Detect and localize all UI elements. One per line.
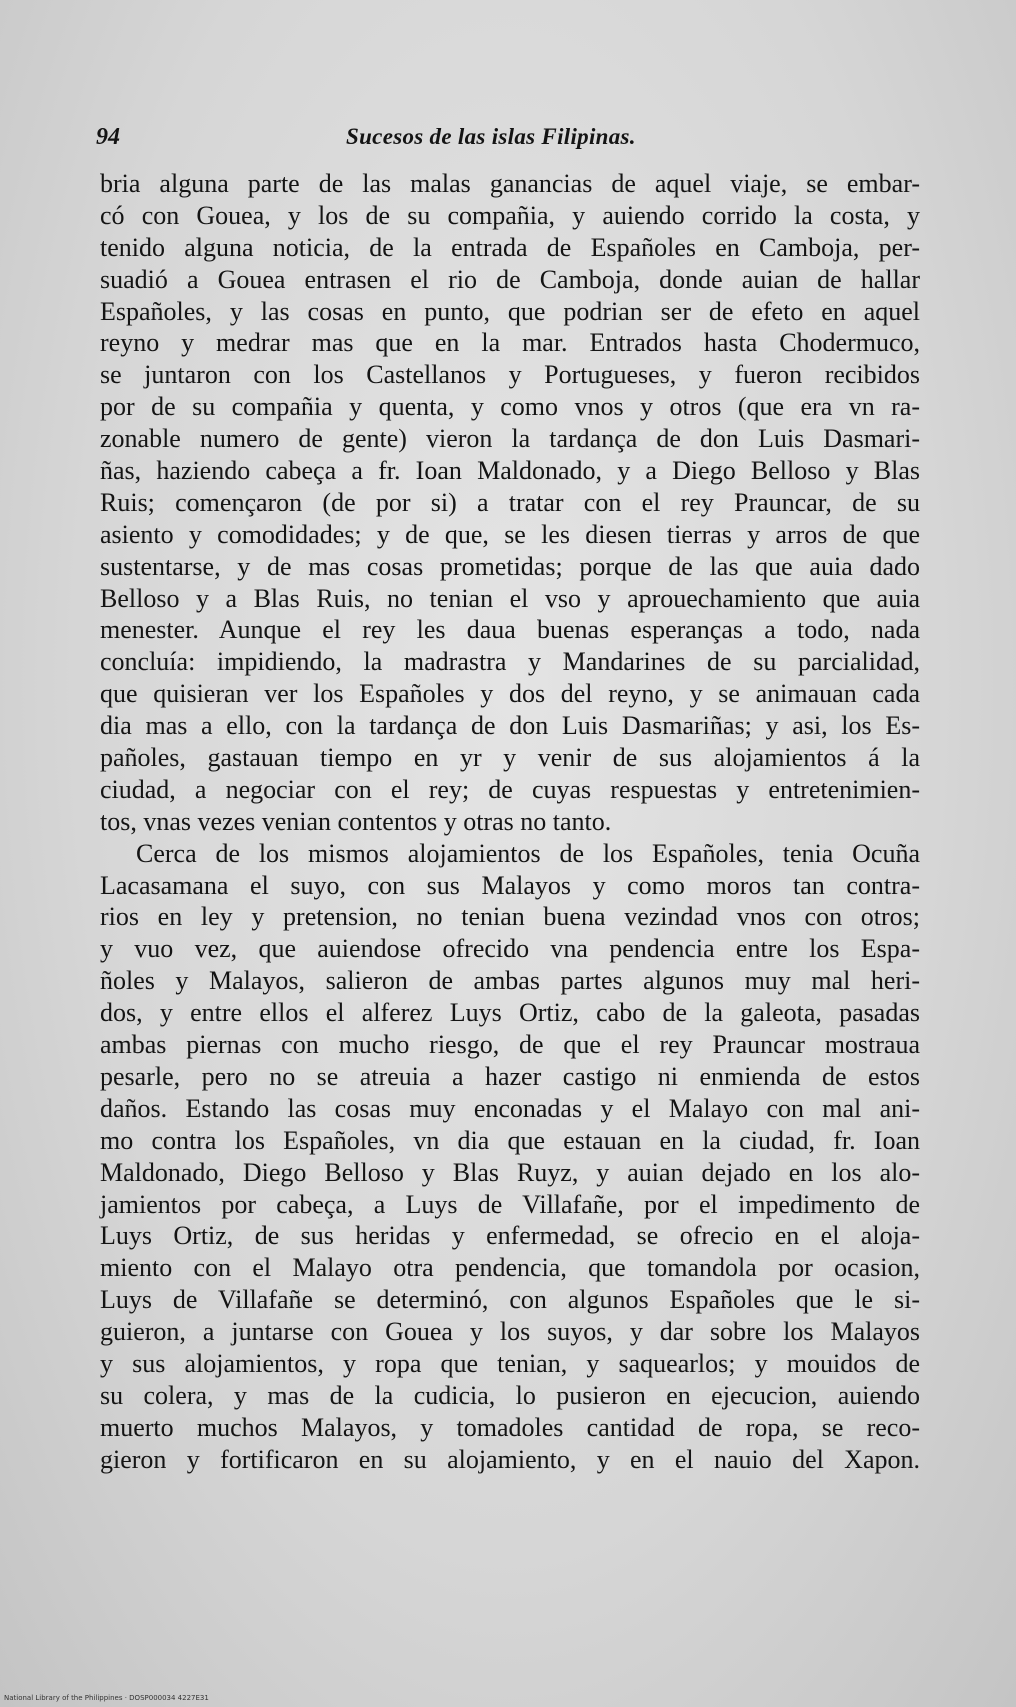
running-title: Sucesos de las islas Filipinas. bbox=[346, 124, 636, 149]
page-number: 94 bbox=[96, 124, 120, 150]
text-line: jamientos por cabeça, a Luys de Villafañe, por el impedimento de bbox=[100, 1189, 920, 1219]
body-text bbox=[100, 168, 920, 1476]
text-line: pañoles, gastauan tiempo en yr y venir de sus alojamientos á la bbox=[100, 743, 920, 773]
text-line: mo contra los Españoles, vn dia que estauan en la ciudad, fr. Ioan bbox=[100, 1125, 920, 1155]
text-line: por de su compañia y quenta, y como vnos y otros (que era vn ra- bbox=[100, 392, 920, 422]
text-line: ñoles y Malayos, salieron de ambas partes algunos muy mal heri- bbox=[100, 966, 920, 996]
text-line: se juntaron con los Castellanos y Portugueses, y fueron recibidos bbox=[100, 360, 920, 390]
text-line: Ruis; començaron (de por si) a tratar con el rey Prauncar, de su bbox=[100, 487, 920, 517]
text-line: Luys de Villafañe se determinó, con algunos Españoles que le si- bbox=[100, 1285, 920, 1315]
text-line: miento con el Malayo otra pendencia, que tomandola por ocasion, bbox=[100, 1253, 920, 1283]
text-line: guieron, a juntarse con Gouea y los suyos, y dar sobre los Malayos bbox=[100, 1317, 920, 1347]
text-line: Españoles, y las cosas en punto, que podrian ser de efeto en aquel bbox=[100, 296, 920, 326]
text-line: ambas piernas con mucho riesgo, de que el rey Prauncar mostraua bbox=[100, 1030, 920, 1060]
text-line: y sus alojamientos, y ropa que tenian, y saquearlos; y mouidos de bbox=[100, 1348, 920, 1378]
text-line: Belloso y a Blas Ruis, no tenian el vso y aprouechamiento que auia bbox=[100, 583, 920, 613]
text-line: suadió a Gouea entrasen el rio de Camboja, donde auian de hallar bbox=[100, 264, 920, 294]
page-header bbox=[96, 124, 916, 164]
text-line: asiento y comodidades; y de que, se les diesen tierras y arros de que bbox=[100, 519, 920, 549]
text-line: Lacasamana el suyo, con sus Malayos y como moros tan contra- bbox=[100, 870, 920, 900]
text-line: concluía: impidiendo, la madrastra y Mandarines de su parcialidad, bbox=[100, 647, 920, 677]
text-line: su colera, y mas de la cudicia, lo pusieron en ejecucion, auiendo bbox=[100, 1380, 920, 1410]
text-line: rios en ley y pretension, no tenian buena vezindad vnos con otros; bbox=[100, 902, 920, 932]
text-line: muerto muchos Malayos, y tomadoles cantidad de ropa, se reco- bbox=[100, 1412, 920, 1442]
text-line: daños. Estando las cosas muy enconadas y el Malayo con mal ani- bbox=[100, 1093, 920, 1123]
text-line: tenido alguna noticia, de la entrada de Españoles en Camboja, per- bbox=[100, 232, 920, 262]
text-line: có con Gouea, y los de su compañia, y auiendo corrido la costa, y bbox=[100, 200, 920, 230]
text-line: que quisieran ver los Españoles y dos del reyno, y se animauan cada bbox=[100, 679, 920, 709]
text-line: tos, vnas vezes venian contentos y otras no tanto. bbox=[100, 806, 612, 836]
text-line: reyno y medrar mas que en la mar. Entrados hasta Chodermuco, bbox=[100, 328, 920, 358]
text-line: ciudad, a negociar con el rey; de cuyas respuestas y entretenimien- bbox=[100, 774, 920, 804]
text-line: gieron y fortificaron en su alojamiento, y en el nauio del Xapon. bbox=[100, 1444, 920, 1474]
text-line: Luys Ortiz, de sus heridas y enfermedad, se ofrecio en el aloja- bbox=[100, 1221, 920, 1251]
text-line: zonable numero de gente) vieron la tardança de don Luis Dasmari- bbox=[100, 424, 920, 454]
text-line: menester. Aunque el rey les daua buenas esperanças a todo, nada bbox=[100, 615, 920, 645]
text-line: y vuo vez, que auiendose ofrecido vna pendencia entre los Espa- bbox=[100, 934, 920, 964]
text-line: bria alguna parte de las malas ganancias de aquel viaje, se embar- bbox=[100, 169, 920, 198]
scan-credit: National Library of the Philippines · DOSP000034 4227E31 bbox=[4, 1694, 209, 1702]
text-line-paragraph-start: Cerca de los mismos alojamientos de los Españoles, tenia Ocuña bbox=[136, 838, 920, 868]
text-line: dos, y entre ellos el alferez Luys Ortiz, cabo de la galeota, pasadas bbox=[100, 998, 920, 1028]
text-line: sustentarse, y de mas cosas prometidas; porque de las que auia dado bbox=[100, 551, 920, 581]
text-line: dia mas a ello, con la tardança de don Luis Dasmariñas; y asi, los Es- bbox=[100, 711, 920, 741]
text-line: Maldonado, Diego Belloso y Blas Ruyz, y auian dejado en los alo- bbox=[100, 1157, 920, 1187]
text-line: ñas, haziendo cabeça a fr. Ioan Maldonado, y a Diego Belloso y Blas bbox=[100, 456, 920, 486]
text-line: pesarle, pero no se atreuia a hazer castigo ni enmienda de estos bbox=[100, 1061, 920, 1091]
